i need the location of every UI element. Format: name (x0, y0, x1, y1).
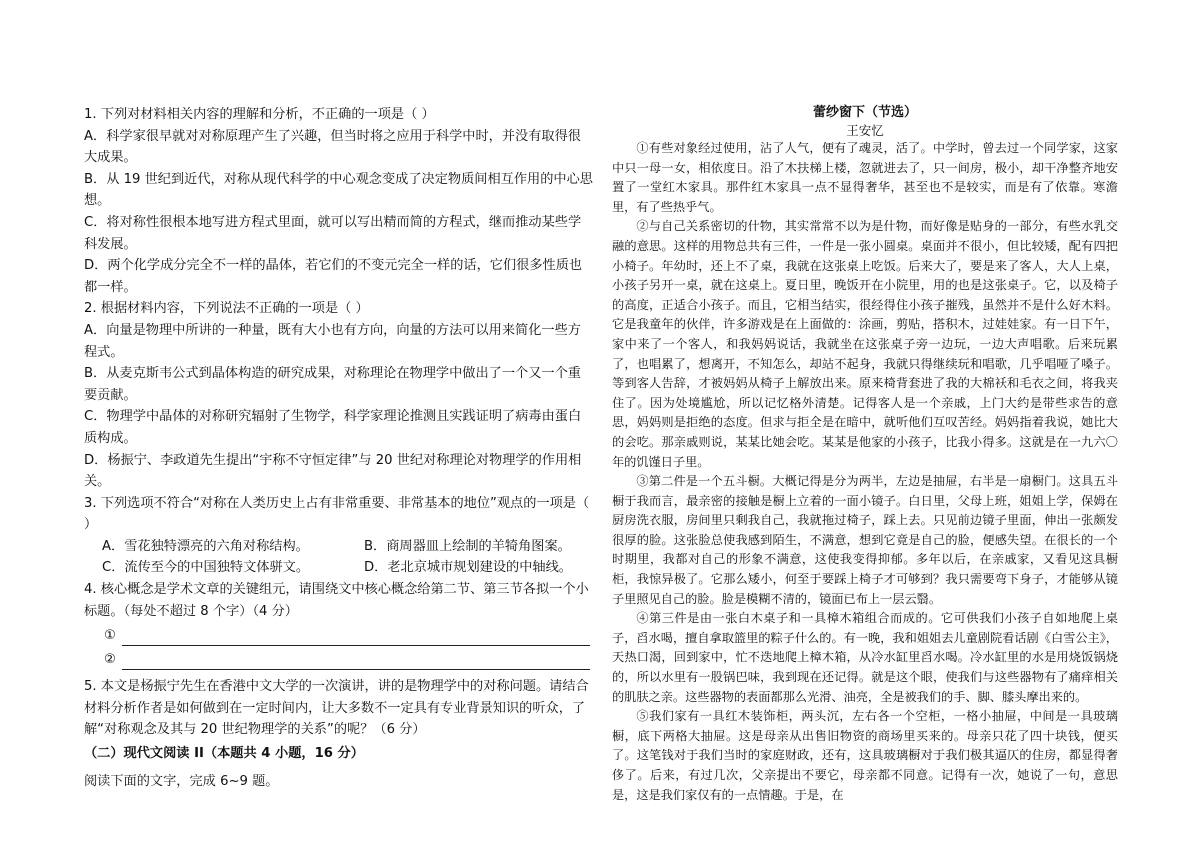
section-heading: （二）现代文阅读 II（本题共 4 小题，16 分） (84, 746, 364, 762)
question-3-option-d: D．老北京城市规划建设的中轴线。 (364, 560, 572, 576)
answer-line-1[interactable] (122, 630, 590, 646)
question-3-options-row-2 (84, 557, 594, 579)
question-3-options-row-1 (84, 536, 594, 558)
question-2-option-c: C．物理学中晶体的对称研究辐射了生物学，科学家理论推测且实践证明了病毒由蛋白质构成。 (84, 409, 582, 446)
question-4-stem: 4. 核心概念是学术文章的关键组元，请围绕文中核心概念给第二节、第三节各拟一个小标题。（每处不超过 8 个字）（4 分） (84, 582, 589, 619)
question-1-option-b: B．从 19 世纪到近代，对称从现代科学的中心观念变成了决定物质间相互作用的中心思想。 (84, 171, 593, 209)
article-paragraph-1: ①有些对象经过使用，沾了人气，便有了魂灵，活了。中学时，曾去过一个同学家，这家中只一母一女，相依度日。沿了木扶梯上楼，忽就进去了，只一间房，极小，却干净整齐地安置了一堂红木家具。那件红木家具一点不显得奢华，甚至也不是较实，而是有了依靠。寒澹里，有了些热乎气。 (612, 141, 1118, 214)
question-1 (84, 104, 594, 298)
question-1-option-a: A．科学家很早就对对称原理产生了兴趣，但当时将之应用于科学中时，并没有取得很大成果。 (84, 128, 581, 166)
answer-blank-1[interactable] (84, 624, 594, 646)
article-paragraph-2: ②与自己关系密切的什物，其实常常不以为是什物，而好像是贴身的一部分，有些水乳交融的意思。这样的用物总共有三件，一件是一张小圆桌。桌面并不很小，但比较矮，配有四把小椅子。年幼时，还上不了桌，我就在这张桌上吃饭。后来大了，要是来了客人，大人上桌，小孩子另开一桌，就在这桌上。夏日里，晚饭开在小院里，用的也是这张桌子。它，以及椅子的高度，正适合小孩子。而且，它相当结实，很经得住小孩子摧残，虽然并不是什么好木料。它是我童年的伙伴，许多游戏是在上面做的：涂画，剪贴，搭积木，过娃娃家。有一日下午，家中来了一个客人，和我妈妈说话，我就坐在这张桌子旁一边玩，一边大声唱歌。后来玩累了，也唱累了，想离开，不知怎么，却站不起身，我就只得继续玩和唱歌，几乎唱哑了嗓子。等到客人告辞，才被妈妈从椅子上解放出来。原来椅背套进了我的大棉袄和毛衣之间，将我夹住了。因为处境尴尬，所以记忆格外清楚。记得客人是一个亲戚，上门大约是带些求告的意思，妈妈则是拒绝的态度。但求与拒全是在暗中，就听他们互叹苦经。妈妈指着我说，她比大的会吃。那亲戚则说，某某比她会吃。某某是他家的小孩子，比我小得多。这就是在一九六〇年的饥馑日子里。 (612, 219, 1118, 469)
question-1-option-c: C．将对称性很根本地写进方程式里面，就可以写出精而简的方程式，继而推动某些学科发展。 (84, 214, 582, 252)
answer-line-2[interactable] (122, 654, 590, 670)
question-2-option-b: B．从麦克斯韦公式到晶体构造的研究成果，对称理论在物理学中做出了一个又一个重要贡献。 (84, 366, 581, 403)
article-author: 王安忆 (846, 123, 884, 138)
article-paragraph-3: ③第二件是一个五斗橱。大概记得是分为两半，左边是抽屉，右半是一扇橱门。这具五斗橱于我而言，最亲密的接触是橱上立着的一面小镜子。白日里，父母上班，姐姐上学，保姆在厨房洗衣服，房间里只剩我自己，我就拖过椅子，踩上去。只见前边镜子里面，伸出一张颇发很厚的脸。这张脸总使我感到陌生，不满意，想到它竟是自己的脸，便感失望。在很长的一个时期里，我都对自己的形象不满意，这使我变得抑郁。多年以后，在亲戚家，又看见这具橱柜，我惊异极了。它那么矮小，何至于要踩上椅子才可够到？我只需要弯下身子，才能够从镜子里照见自己的脸。脸是模糊不清的，镜面已布上一层云翳。 (612, 474, 1118, 606)
reading-instruction: 阅读下面的文字，完成 6~9 题。 (84, 773, 279, 789)
question-3-option-c: C．流传至今的中国独特文体骈文。 (102, 560, 310, 576)
answer-blank-1-number: ① (104, 627, 116, 643)
question-2-stem: 2. 根据材料内容，下列说法不正确的一项是（ ） (84, 301, 369, 317)
answer-blank-2-number: ② (104, 651, 116, 667)
article-paragraph-5: ⑤我们家有一具红木装饰柜，两头沉，左右各一个空柜，一格小抽屉，中间是一具玻璃橱，底下两格大抽屉。这是母亲从出售旧物资的商场里买来的。母亲只花了四十块钱，便买了。这笔钱对于我们当时的家庭财政，还有，这具玻璃橱对于我们极其逼仄的住房，都显得奢侈了。后来，有过几次，父亲提出不要它，母亲都不同意。记得有一次，她说了一句，意思是，这是我们家仅有的一点情趣。于是，在 (612, 709, 1118, 802)
article-paragraph-4: ④第三件是由一张白木桌子和一具樟木箱组合而成的。它可供我们小孩子自如地爬上桌子，舀水喝，擅自拿取篮里的粽子什么的。有一晚，我和姐姐去儿童剧院看话剧《白雪公主》，天热口渴，回到家中，忙不迭地爬上樟木箱，从冷水缸里舀水喝。冷水缸里的水是用烧饭锅烧的，所以水里有一股锅巴味，我到现在还记得。就是这个眼，使我们与这些器物有了痛痒相关的肌肤之亲。这些器物的表面都那么光滑、油亮，全是被我们的手、脚、膝头摩出来的。 (612, 611, 1118, 704)
question-5 (84, 676, 594, 741)
question-1-option-d: D．两个化学成分完全不一样的晶体，若它们的不变元完全一样的话，它们很多性质也都一样。 (84, 258, 583, 295)
left-column (84, 104, 594, 792)
question-3-option-a: A．雪花独特漂亮的六角对称结构。 (102, 538, 309, 554)
question-5-stem: 5. 本文是杨振宁先生在香港中文大学的一次演讲，讲的是物理学中的对称问题。请结合材料分析作者是如何做到在一定时间内，让大多数不一定具有专业背景知识的听众，了解“对称观念及其与 20 世纪物理学的关系”的呢？（6 分） (84, 679, 589, 738)
answer-blank-2[interactable] (84, 648, 594, 670)
article-title: 蕾纱窗下（节选） (812, 105, 917, 120)
question-2-option-a: A．向量是物理中所讲的一种量，既有大小也有方向，向量的方法可以用来简化一些方程式。 (84, 322, 581, 360)
question-2 (84, 298, 594, 492)
question-2-option-d: D．杨振宁、李政道先生提出“宇称不守恒定律”与 20 世纪对称理论对物理学的作用相关。 (84, 452, 582, 490)
question-3-option-b: B．商周器皿上绘制的羊犄角图案。 (364, 538, 571, 554)
right-column (612, 104, 1118, 805)
question-3 (84, 493, 594, 579)
question-1-stem: 1. 下列对材料相关内容的理解和分析，不正确的一项是（ ） (84, 107, 435, 122)
question-4 (84, 579, 594, 676)
question-3-stem: 3. 下列选项不符合“对称在人类历史上占有非常重要、非常基本的地位”观点的一项是（ ） (84, 495, 590, 533)
